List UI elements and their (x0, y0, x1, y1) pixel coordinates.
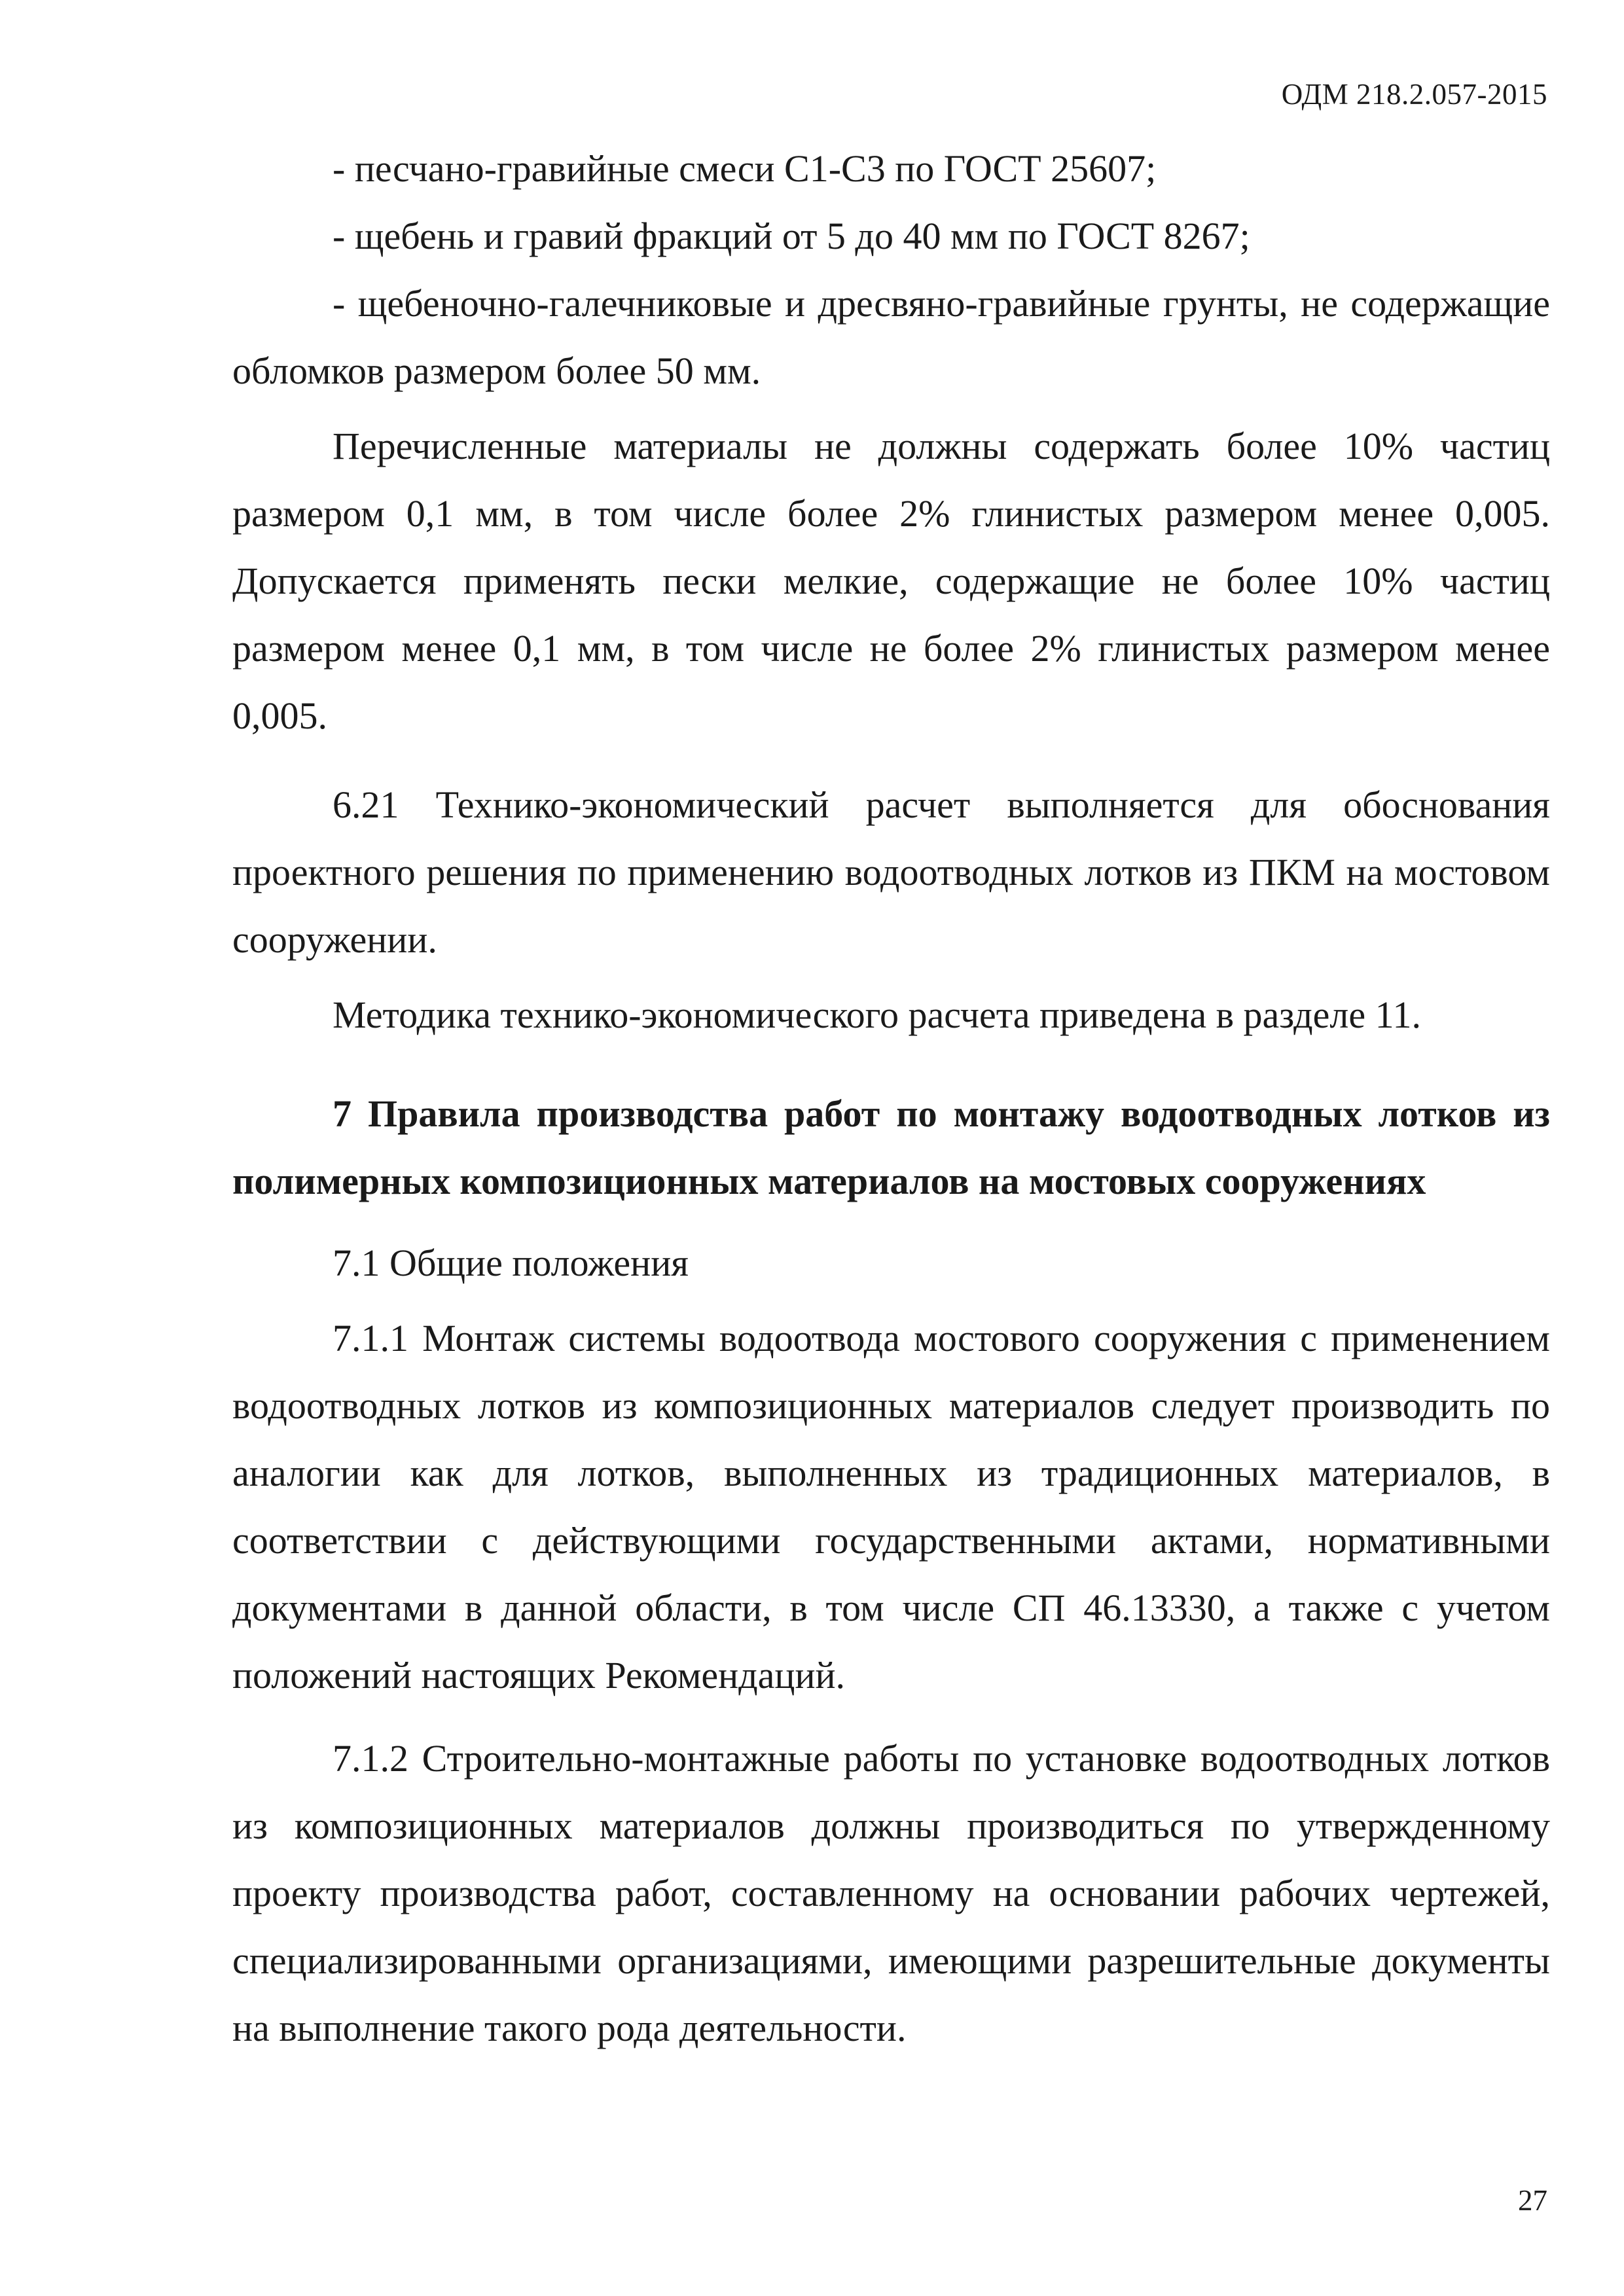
document-body (232, 135, 1550, 2062)
section-7-heading: 7 Правила производства работ по монтажу водоотводных лотков из полимерных композиционных материалов на мостовых сооружениях (232, 1092, 1550, 1202)
subsection-7-1-title: 7.1 Общие положения (333, 1242, 689, 1284)
paragraph-methodology-note: Методика технико-экономического расчета приведена в разделе 11. (333, 994, 1421, 1036)
paragraph-materials-requirement: Перечисленные материалы не должны содержать более 10% частиц размером 0,1 мм, в том числе более 2% глинистых размером менее 0,005. Допускается применять пески мелкие, содержащие не более 10% частиц размером менее 0,1 мм, в том числе не более 2% глинистых размером менее 0,005. (232, 425, 1550, 737)
page-number: 27 (1518, 2184, 1547, 2217)
list-item-crushed-stone: - щебень и гравий фракций от 5 до 40 мм по ГОСТ 8267; (333, 215, 1250, 257)
list-item-pebble-soils: - щебеночно-галечниковые и дресвяно-гравийные грунты, не содержащие обломков размером более 50 мм. (232, 282, 1550, 392)
clause-7-1-2: 7.1.2 Строительно-монтажные работы по установке водоотводных лотков из композиционных материалов должны производиться по утвержденному проекту производства работ, составленному на основании рабочих чертежей, специализированными организациями, имеющими разрешительные документы на выполнение такого рода деятельности. (232, 1737, 1550, 2049)
clause-6-21: 6.21 Технико-экономический расчет выполняется для обоснования проектного решения по применению водоотводных лотков из ПКМ на мостовом сооружении. (232, 783, 1550, 961)
list-item-sand-gravel: - песчано-гравийные смеси С1-С3 по ГОСТ 25607; (333, 147, 1157, 190)
document-code: ОДМ 218.2.057-2015 (1281, 78, 1547, 111)
clause-7-1-1: 7.1.1 Монтаж системы водоотвода мостового сооружения с применением водоотводных лотков из композиционных материалов следует производить по аналогии как для лотков, выполненных из традиционных материалов, в соответствии с действующими государственными актами, нормативными документами в данной области, в том числе СП 46.13330, а также с учетом положений настоящих Рекомендаций. (232, 1317, 1550, 1696)
